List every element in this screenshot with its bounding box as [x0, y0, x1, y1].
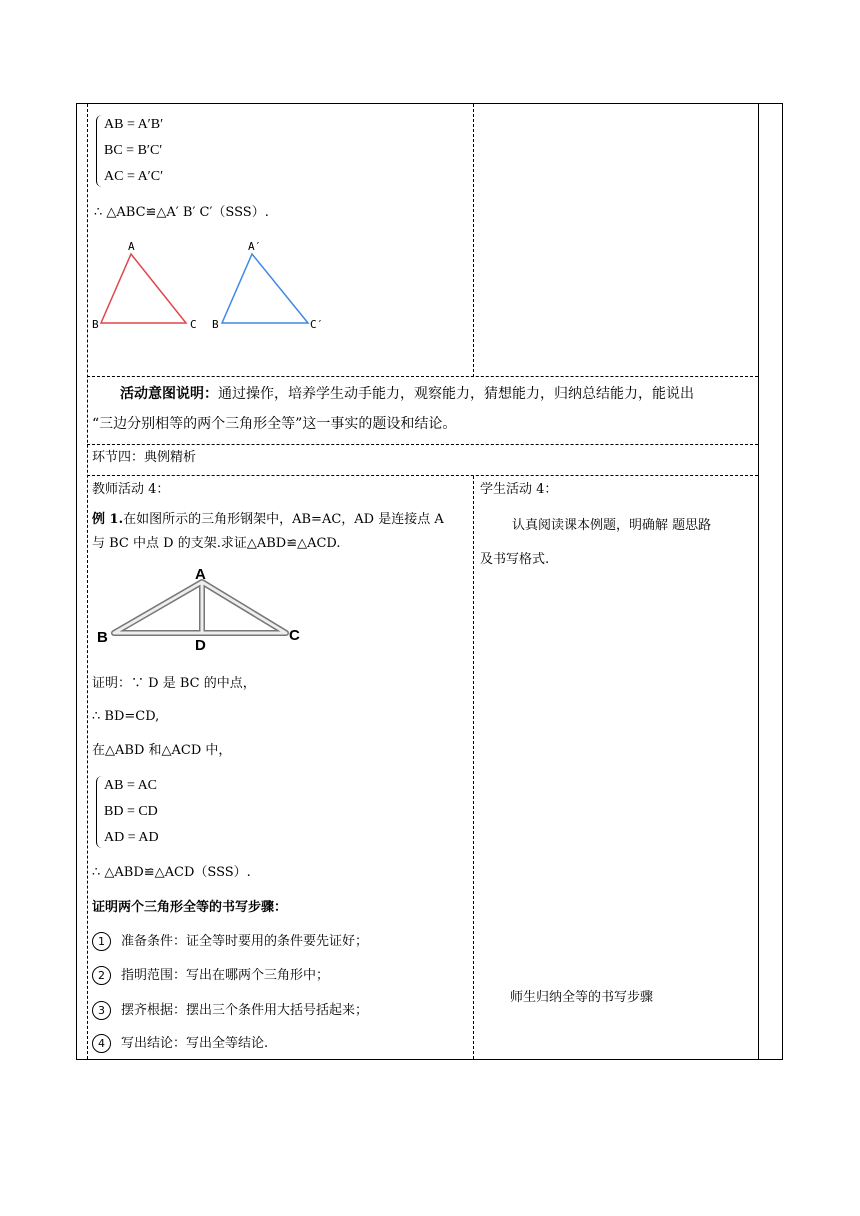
intent-text-1: 通过操作，培养学生动手能力，观察能力，猜想能力，归纳总结能力，能说出 — [218, 386, 694, 402]
label-b-prime: B — [212, 318, 219, 331]
example-line-2: 与 BC 中点 D 的支架.求证△ABD≌△ACD. — [92, 536, 341, 551]
student-activity-title: 学生活动 4： — [480, 482, 558, 497]
label-a: A — [128, 240, 135, 253]
step-4 — [92, 1034, 268, 1054]
example-label: 例 1. — [92, 512, 124, 527]
example-text-1: 在如图所示的三角形钢架中，AB=AC，AD 是连接点 A — [123, 512, 444, 527]
section-header: 环节四：典例精析 — [92, 450, 197, 465]
label-a-prime: A′ — [248, 240, 262, 253]
teacher-activity-title: 教师活动 4： — [92, 482, 170, 497]
brace-system-2 — [96, 776, 103, 848]
conclusion-1: ∴ △ABC≌△A′ B′ C′（SSS）. — [94, 205, 269, 220]
triangle-a-prime — [222, 254, 308, 323]
table-border-right — [782, 103, 783, 1060]
table-border-bottom — [76, 1059, 783, 1060]
intent-line-2: “三边分别相等的两个三角形全等”这一事实的题设和结论。 — [92, 416, 457, 432]
brace-system-1 — [96, 115, 103, 187]
label-c: C — [190, 318, 197, 331]
intent-label: 活动意图说明： — [120, 386, 218, 402]
steps-title: 证明两个三角形全等的书写步骤： — [92, 900, 288, 915]
equation-system-2 — [104, 773, 159, 851]
step-text-4: 写出结论：写出全等结论. — [121, 1036, 269, 1051]
equation-system-1 — [104, 112, 163, 190]
step-text-2: 指明范围：写出在哪两个三角形中； — [121, 968, 330, 983]
step-text-1: 准备条件：证全等时要用的条件要先证好； — [121, 934, 369, 949]
equation-5: BD = CD — [104, 804, 158, 819]
truss-figure — [92, 562, 312, 652]
equation-4: AB = AC — [104, 778, 158, 793]
equation-1: AB = A′B′ — [104, 117, 164, 132]
equation-2: BC = B′C′ — [104, 143, 163, 158]
student-line-1: 认真阅读课本例题，明确解 题思路 — [512, 518, 712, 533]
triangle-abc — [101, 254, 186, 323]
step-number-3: 3 — [92, 1001, 111, 1020]
step-2 — [92, 966, 329, 986]
step-number-4: 4 — [92, 1034, 111, 1053]
truss-label-a: A — [195, 566, 206, 583]
student-summary: 师生归纳全等的书写步骤 — [510, 990, 654, 1005]
step-number-2: 2 — [92, 966, 111, 985]
column-divider-top — [473, 104, 474, 377]
equation-3: AC = A′C′ — [104, 169, 164, 184]
table-border-top — [76, 103, 783, 104]
row-divider-3 — [87, 475, 758, 476]
truss-label-c: C — [289, 627, 300, 644]
student-line-2: 及书写格式. — [480, 552, 550, 567]
column-divider-bottom — [473, 476, 474, 1059]
step-3 — [92, 1001, 368, 1021]
example-line-1 — [92, 510, 444, 530]
table-inner-right-column — [758, 103, 759, 1060]
equation-6: AD = AD — [104, 830, 159, 845]
truss-label-d: D — [195, 637, 206, 652]
row-divider-2 — [87, 444, 758, 445]
step-number-1: 1 — [92, 932, 111, 951]
step-1 — [92, 932, 368, 952]
proof-line-3: 在△ABD 和△ACD 中， — [92, 743, 232, 758]
label-c-prime: C′ — [310, 318, 324, 331]
table-border-left — [76, 103, 77, 1060]
label-b: B — [92, 318, 99, 331]
conclusion-2: ∴ △ABD≌△ACD（SSS）. — [92, 865, 251, 880]
triangles-figure — [86, 236, 346, 340]
row-divider-1 — [87, 376, 758, 377]
step-text-3: 摆齐根据：摆出三个条件用大括号括起来； — [121, 1003, 369, 1018]
truss-label-b: B — [97, 629, 108, 646]
proof-line-2: ∴ BD=CD, — [92, 709, 160, 724]
intent-line-1 — [120, 384, 694, 404]
proof-line-1: 证明：∵ D 是 BC 的中点， — [92, 676, 256, 691]
